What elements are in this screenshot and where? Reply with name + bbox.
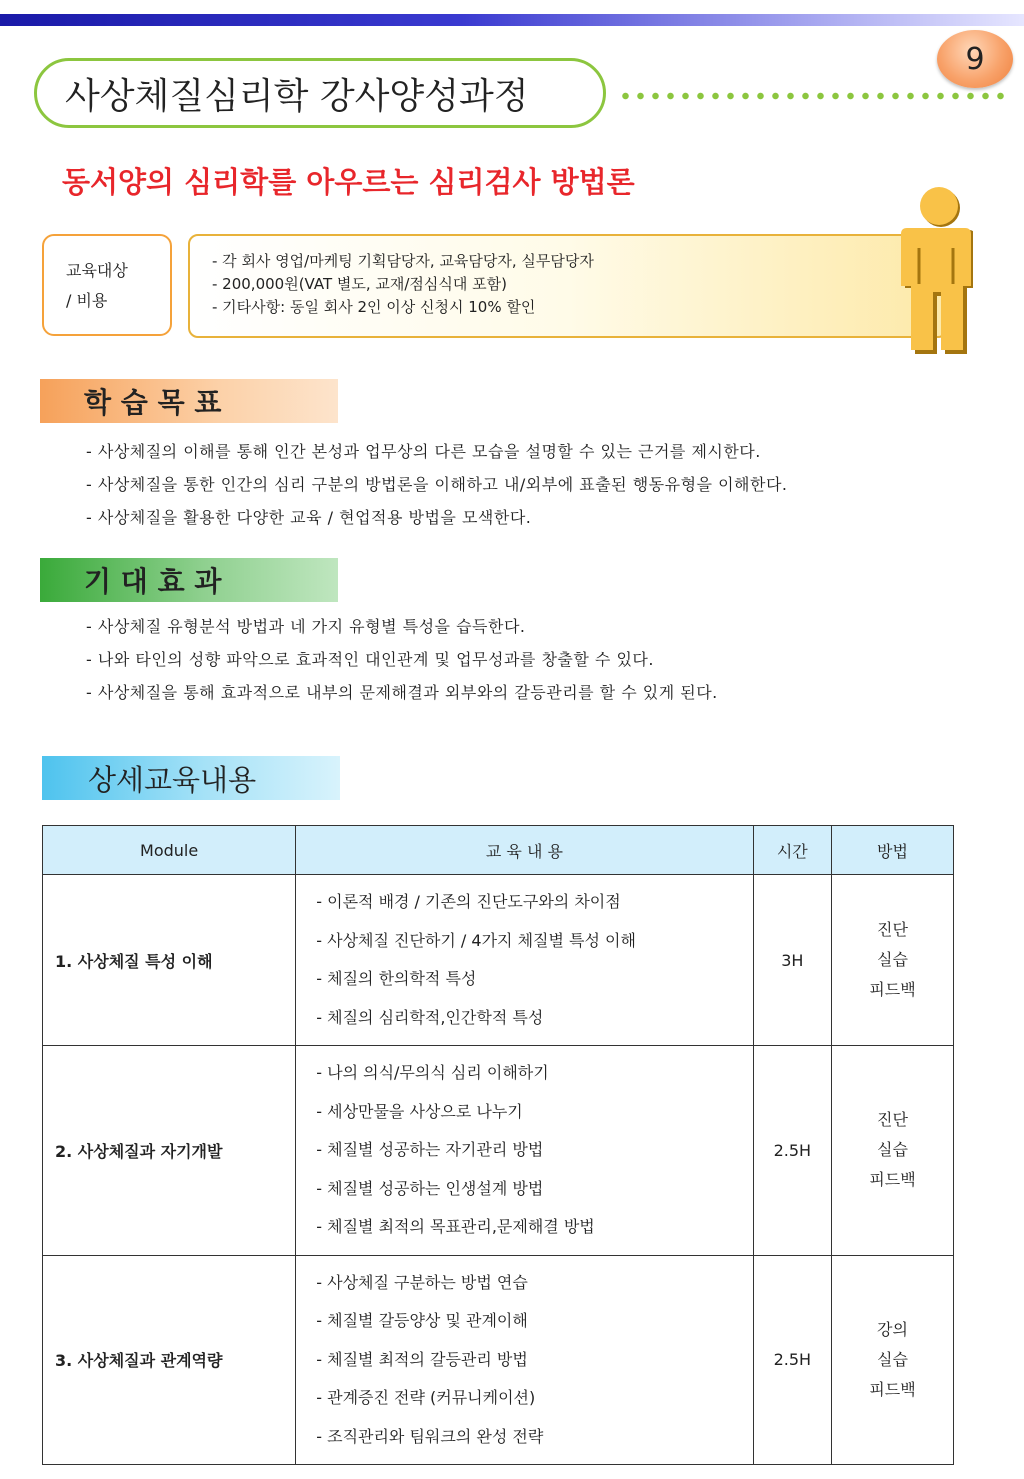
person-icon (893, 186, 973, 356)
page-title: 사상체질심리학 강사양성과정 (34, 58, 606, 128)
table-row (43, 875, 954, 1046)
list-item: - 사상체질을 통한 인간의 심리 구분의 방법론을 이해하고 내/외부에 표출된 행동유형을 이해한다. (86, 475, 788, 494)
target-item: - 200,000원(VAT 별도, 교재/점심식대 포함) (212, 275, 507, 293)
effects-heading: 기 대 효 과 (40, 558, 338, 602)
list-item: - 나와 타인의 성향 파악으로 효과적인 대인관계 및 업무성과를 창출할 수 있다. (86, 650, 654, 669)
goals-list (86, 435, 787, 534)
content-cell (296, 1046, 753, 1256)
col-header-content: 교 육 내 용 (296, 826, 753, 875)
content-item: - 체질별 성공하는 자기관리 방법 (316, 1140, 544, 1159)
method-item: 강의 (877, 1319, 908, 1339)
method-item: 피드백 (869, 1170, 916, 1190)
method-item: 실습 (877, 1140, 908, 1160)
content-item: - 체질별 최적의 갈등관리 방법 (316, 1349, 528, 1369)
content-item: - 사상체질 구분하는 방법 연습 (316, 1272, 528, 1292)
table-row (43, 1046, 954, 1256)
content-item: - 체질별 성공하는 인생설계 방법 (316, 1178, 544, 1198)
list-item: - 사상체질의 이해를 통해 인간 본성과 업무상의 다른 모습을 설명할 수 있는 근거를 제시한다. (86, 442, 761, 461)
method-cell (832, 875, 954, 1046)
content-item: - 체질별 최적의 목표관리,문제해결 방법 (316, 1217, 595, 1236)
effects-list (86, 610, 718, 709)
time-cell: 3H (753, 875, 831, 1046)
time-cell: 2.5H (753, 1255, 831, 1465)
page-subtitle: 동서양의 심리학를 아우르는 심리검사 방법론 (62, 165, 635, 199)
content-item: - 이론적 배경 / 기존의 진단도구와의 차이점 (316, 892, 621, 911)
content-cell (296, 1255, 753, 1465)
list-item: - 사상체질 유형분석 방법과 네 가지 유형별 특성을 습득한다. (86, 617, 526, 636)
content-item: - 세상만물을 사상으로 나누기 (316, 1101, 523, 1121)
list-item: - 사상체질을 통해 효과적으로 내부의 문제해결과 외부와의 갈등관리를 할 수 있게 된다. (86, 683, 718, 702)
target-cost-box (188, 234, 948, 338)
title-dotted-line (618, 92, 1010, 100)
content-item: - 체질별 갈등양상 및 관계이해 (316, 1311, 528, 1330)
content-item: - 사상체질 진단하기 / 4가지 체질별 특성 이해 (316, 930, 636, 950)
method-cell (832, 1255, 954, 1465)
time-cell: 2.5H (753, 1046, 831, 1256)
target-label-line1: 교육대상 (66, 261, 128, 280)
page-number-badge: 9 (937, 30, 1013, 88)
content-cell (296, 875, 753, 1046)
method-item: 실습 (877, 950, 908, 969)
list-item: - 사상체질을 활용한 다양한 교육 / 현업적용 방법을 모색한다. (86, 508, 532, 527)
method-item: 피드백 (869, 1379, 916, 1399)
details-heading: 상세교육내용 (42, 756, 340, 800)
col-header-method: 방법 (832, 826, 954, 875)
detail-table (42, 825, 954, 1465)
method-cell (832, 1046, 954, 1256)
target-item: - 기타사항: 동일 회사 2인 이상 신청시 10% 할인 (212, 298, 536, 316)
target-label-line2: / 비용 (66, 291, 108, 310)
content-item: - 관계증진 전략 (커뮤니케이션) (316, 1388, 536, 1407)
table-header-row (43, 826, 954, 875)
content-item: - 나의 의식/무의식 심리 이해하기 (316, 1063, 549, 1082)
content-item: - 체질의 심리학적,인간학적 특성 (316, 1007, 544, 1027)
module-cell: 3. 사상체질과 관계역량 (43, 1255, 296, 1465)
top-gradient-bar (0, 14, 1024, 26)
col-header-time: 시간 (753, 826, 831, 875)
target-cost-label (42, 234, 172, 336)
goals-heading: 학 습 목 표 (40, 379, 338, 423)
module-cell: 1. 사상체질 특성 이해 (43, 875, 296, 1046)
table-row (43, 1255, 954, 1465)
method-item: 진단 (877, 920, 908, 939)
target-item: - 각 회사 영업/마케팅 기획담당자, 교육담당자, 실무담당자 (212, 252, 594, 270)
module-cell: 2. 사상체질과 자기개발 (43, 1046, 296, 1256)
method-item: 진단 (877, 1110, 908, 1130)
content-item: - 조직관리와 팀워크의 완성 전략 (316, 1426, 544, 1446)
content-item: - 체질의 한의학적 특성 (316, 969, 477, 988)
method-item: 피드백 (869, 980, 916, 999)
method-item: 실습 (877, 1349, 908, 1369)
col-header-module: Module (43, 826, 296, 875)
